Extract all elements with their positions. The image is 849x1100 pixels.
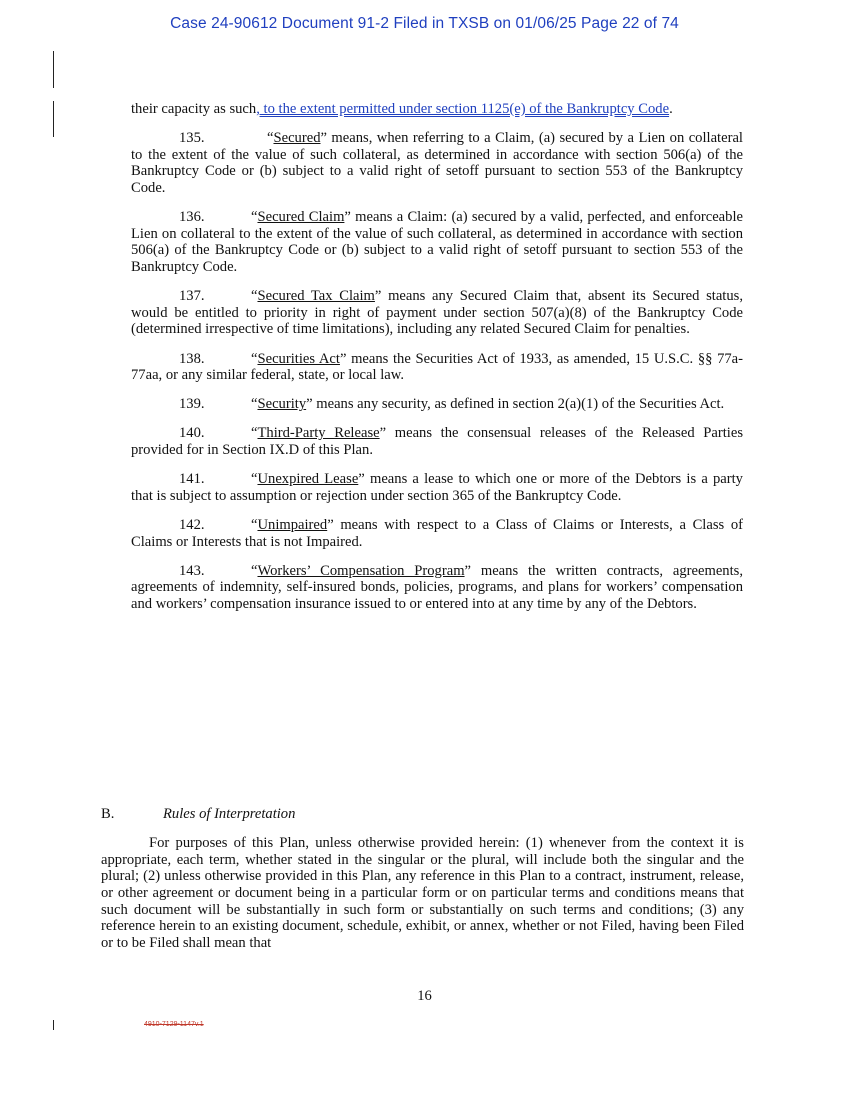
section-title: Rules of Interpretation <box>163 806 296 822</box>
defined-term: Third-Party Release <box>257 425 380 442</box>
definition-text: ” means the Securities Act of 1933, as amended, 15 U.S.C. §§ 77a-77aa, or any similar federal, state, or local law. <box>131 350 744 384</box>
definitions-body <box>131 101 743 625</box>
definition-paragraph: 142. “Unimpaired” means with respect to a Class of Claims or Interests, a Class of Claims or Interests that is not Impaired. <box>131 517 743 550</box>
defined-term: Workers’ Compensation Program <box>257 562 465 579</box>
definition-text: ” means the written contracts, agreements, agreements of indemnity, self-insured bonds, policies, programs, and plans for workers’ compensation and workers’ compensation insurance issued to or entered into at any time by any of the Debtors. <box>131 562 743 612</box>
definition-number: 141. <box>179 471 205 488</box>
defined-term: Unexpired Lease <box>257 471 359 488</box>
definition-number: 138. <box>179 350 205 367</box>
definition-number: 135. <box>179 130 205 147</box>
definition-paragraph: 143. “Workers’ Compensation Program” means the written contracts, agreements, agreements of indemnity, self-insured bonds, policies, programs, and plans for workers’ compensation and workers’ compensation insurance issued to or entered into at any time by any of the Debtors. <box>131 562 743 612</box>
definition-text: ” means any security, as defined in section 2(a)(1) of the Securities Act. <box>306 396 725 413</box>
definition-number: 139. <box>179 396 205 413</box>
defined-term: Unimpaired <box>257 517 328 534</box>
defined-term: Securities Act <box>257 350 340 367</box>
definition-paragraph: 136. “Secured Claim” means a Claim: (a) secured by a valid, perfected, and enforceable Lien on collateral to the extent of the value of such collateral, as determined in accordance with section 506(a) of the Bankruptcy Code or (b) subject to a valid right of setoff pursuant to section 553 of the Bankruptcy Code. <box>131 209 743 275</box>
definition-paragraph: 135. “Secured” means, when referring to a Claim, (a) secured by a Lien on collateral to the extent of the value of such collateral, as determined in accordance with section 506(a) of the Bankruptcy Code or (b) subject to a valid right of setoff pursuant to section 553 of the Bankruptcy Code. <box>131 130 743 196</box>
case-header: Case 24-90612 Document 91-2 Filed in TXSB on 01/06/25 Page 22 of 74 <box>170 15 679 32</box>
definition-text: ” means with respect to a Class of Claims or Interests, a Class of Claims or Interests that is not Impaired. <box>131 517 743 550</box>
defined-term: Secured Claim <box>257 209 345 226</box>
definition-paragraph: 140. “Third-Party Release” means the consensual releases of the Released Parties provided for in Section IX.D of this Plan. <box>131 425 743 459</box>
definition-number: 137. <box>179 288 205 305</box>
definition-text: ” means a lease to which one or more of the Debtors is a party that is subject to assumption or rejection under section 365 of the Bankruptcy Code. <box>131 471 743 504</box>
definition-number: 143. <box>179 562 205 579</box>
defined-term: Secured <box>273 130 321 147</box>
definition-text: ” means the consensual releases of the Released Parties provided for in Section IX.D of this Plan. <box>131 425 743 459</box>
definition-paragraph: 137. “Secured Tax Claim” means any Secured Claim that, absent its Secured status, would be entitled to priority in right of payment under section 507(a)(8) of the Bankruptcy Code (determined irrespective of time limitations), including any related Secured Claim for penalties. <box>131 288 743 338</box>
revision-bar <box>53 1020 54 1030</box>
definition-number: 140. <box>179 425 205 442</box>
definition-text: ” means, when referring to a Claim, (a) secured by a Lien on collateral to the extent of the value of such collateral, as determined in accordance with section 506(a) of the Bankruptcy Code or (b) subject to a valid right of setoff pursuant to section 553 of the Bankruptcy Code. <box>131 130 743 196</box>
revision-bar <box>53 51 54 88</box>
section-b <box>101 806 744 951</box>
section-heading <box>101 806 744 823</box>
definition-paragraph: 138. “Securities Act” means the Securities Act of 1933, as amended, 15 U.S.C. §§ 77a-77aa, or any similar federal, state, or local law. <box>131 350 744 384</box>
definition-paragraph: 141. “Unexpired Lease” means a lease to which one or more of the Debtors is a party that is subject to assumption or rejection under section 365 of the Bankruptcy Code. <box>131 471 743 504</box>
definition-number: 136. <box>179 209 205 226</box>
definition-text: ” means any Secured Claim that, absent its Secured status, would be entitled to priority in right of payment under section 507(a)(8) of the Bankruptcy Code (determined irrespective of time limitations), including any related Secured Claim for penalties. <box>131 288 743 338</box>
page-number: 16 <box>417 988 432 1004</box>
definition-paragraph: 139. “Security” means any security, as defined in section 2(a)(1) of the Securities Act. <box>179 396 725 413</box>
section-letter: B. <box>101 806 115 822</box>
intro-lead: their capacity as such <box>131 101 257 117</box>
defined-term: Secured Tax Claim <box>257 288 375 305</box>
definition-text: ” means a Claim: (a) secured by a valid, perfected, and enforceable Lien on collateral to the extent of the value of such collateral, as determined in accordance with section 506(a) of the Bankruptcy Code or (b) subject to a valid right of setoff pursuant to section 553 of the Bankruptcy Code. <box>131 209 743 275</box>
document-id: 4910-7129-1147v.1 <box>144 1021 204 1028</box>
inserted-text: , to the extent permitted under section 1125(e) of the Bankruptcy Code <box>256 101 670 117</box>
revision-bar <box>53 101 54 137</box>
definition-number: 142. <box>179 517 205 534</box>
section-body: For purposes of this Plan, unless otherwise provided herein: (1) whenever from the context it is appropriate, each term, whether stated in the singular or the plural, will include both the singular and the plural; (2) unless otherwise provided in this Plan, any reference in this Plan to a contract, instrument, release, or other agreement or document being in a particular form or on particular terms and conditions means that such document will be substantially in such form or substantially on such terms and conditions; (3) any reference herein to an existing document, schedule, exhibit, or annex, whether or not Filed, having been Filed or to be Filed shall mean that <box>101 835 744 951</box>
intro-paragraph: their capacity as such, to the extent permitted under section 1125(e) of the Bankruptcy Code. <box>131 101 673 117</box>
defined-term: Security <box>257 396 307 413</box>
